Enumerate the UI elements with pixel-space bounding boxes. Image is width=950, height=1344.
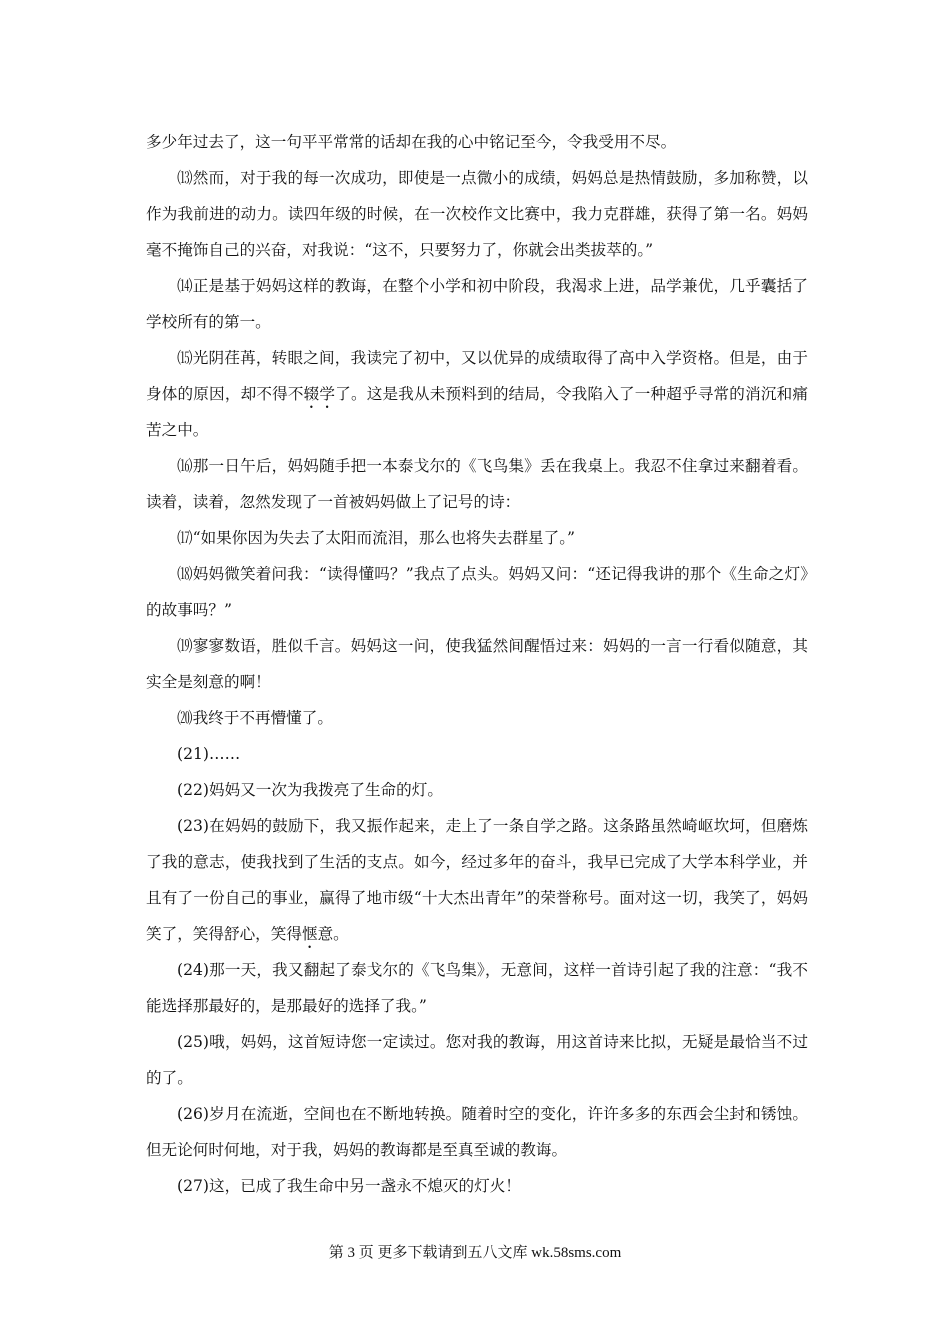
paragraph-23-part-2: 意。 xyxy=(317,925,349,943)
paragraph-15 xyxy=(146,340,808,448)
paragraph-25: (25)哦，妈妈，这首短诗您一定读过。您对我的教诲，用这首诗来比拟，无疑是最恰当不过的了。 xyxy=(146,1033,808,1087)
paragraph-21: (21)…… xyxy=(177,745,241,763)
paragraph-continuation: 多少年过去了，这一句平平常常的话却在我的心中铭记至今，令我受用不尽。 xyxy=(146,133,677,151)
paragraph-20: ⒇我终于不再懵懂了。 xyxy=(177,709,333,727)
article-body xyxy=(146,124,808,1204)
paragraph-18: ⒅妈妈微笑着问我：“读得懂吗？”我点了点头。妈妈又问：“还记得我讲的那个《生命之灯》的故事吗？” xyxy=(146,565,808,619)
paragraph-22: (22)妈妈又一次为我拨亮了生命的灯。 xyxy=(177,781,443,799)
emphasized-word-chuoxue: 辍学 xyxy=(303,385,336,403)
paragraph-24: (24)那一天，我又翻起了泰戈尔的《飞鸟集》，无意间，这样一首诗引起了我的注意：“我不能选择那最好的，是那最好的选择了我。” xyxy=(146,961,808,1015)
paragraph-19: ⒆寥寥数语，胜似千言。妈妈这一问，使我猛然间醒悟过来：妈妈的一言一行看似随意，其实全是刻意的啊！ xyxy=(146,637,808,691)
paragraph-13: ⒀然而，对于我的每一次成功，即使是一点微小的成绩，妈妈总是热情鼓励，多加称赞，以作为我前进的动力。读四年级的时候，在一次校作文比赛中，我力克群雄，获得了第一名。妈妈毫不掩饰自己的兴奋，对我说：“这不，只要努力了，你就会出类拔萃的。” xyxy=(146,169,808,259)
paragraph-14: ⒁正是基于妈妈这样的教诲，在整个小学和初中阶段，我渴求上进，品学兼优，几乎囊括了学校所有的第一。 xyxy=(146,277,808,331)
paragraph-16: ⒃那一日午后，妈妈随手把一本泰戈尔的《飞鸟集》丢在我桌上。我忍不住拿过来翻着看。读着，读着，忽然发现了一首被妈妈做上了记号的诗： xyxy=(146,457,808,511)
paragraph-17: ⒄“如果你因为失去了太阳而流泪，那么也将失去群星了。” xyxy=(177,529,575,547)
paragraph-26: (26)岁月在流逝，空间也在不断地转换。随着时空的变化，许许多多的东西会尘封和锈蚀。但无论何时何地，对于我，妈妈的教诲都是至真至诚的教诲。 xyxy=(146,1105,808,1159)
emphasized-word-qie: 惬 xyxy=(301,925,318,943)
paragraph-23 xyxy=(146,808,808,952)
paragraph-15-part-1: ⒂光阴荏苒，转眼之间，我读完了初中，又以优异的成绩取得了高中入学资格。但是，由于身体的原因，却不得不 xyxy=(146,349,808,403)
paragraph-27: (27)这，已成了我生命中另一盏永不熄灭的灯火！ xyxy=(177,1177,521,1195)
paragraph-23-part-1: (23)在妈妈的鼓励下，我又振作起来，走上了一条自学之路。这条路虽然崎岖坎坷，但磨炼了我的意志，使我找到了生活的支点。如今，经过多年的奋斗，我早已完成了大学本科学业，并且有了一份自己的事业，赢得了地市级“十大杰出青年”的荣誉称号。面对这一切，我笑了，妈妈笑了，笑得舒心，笑得 xyxy=(146,817,808,943)
paragraph-15-part-2: 了。这是我从未预料到的结局，令我陷入了一种超乎寻常的消沉和痛苦之中。 xyxy=(146,385,808,439)
page-footer: 第 3 页 更多下载请到五八文库 wk.58sms.com xyxy=(328,1245,622,1261)
